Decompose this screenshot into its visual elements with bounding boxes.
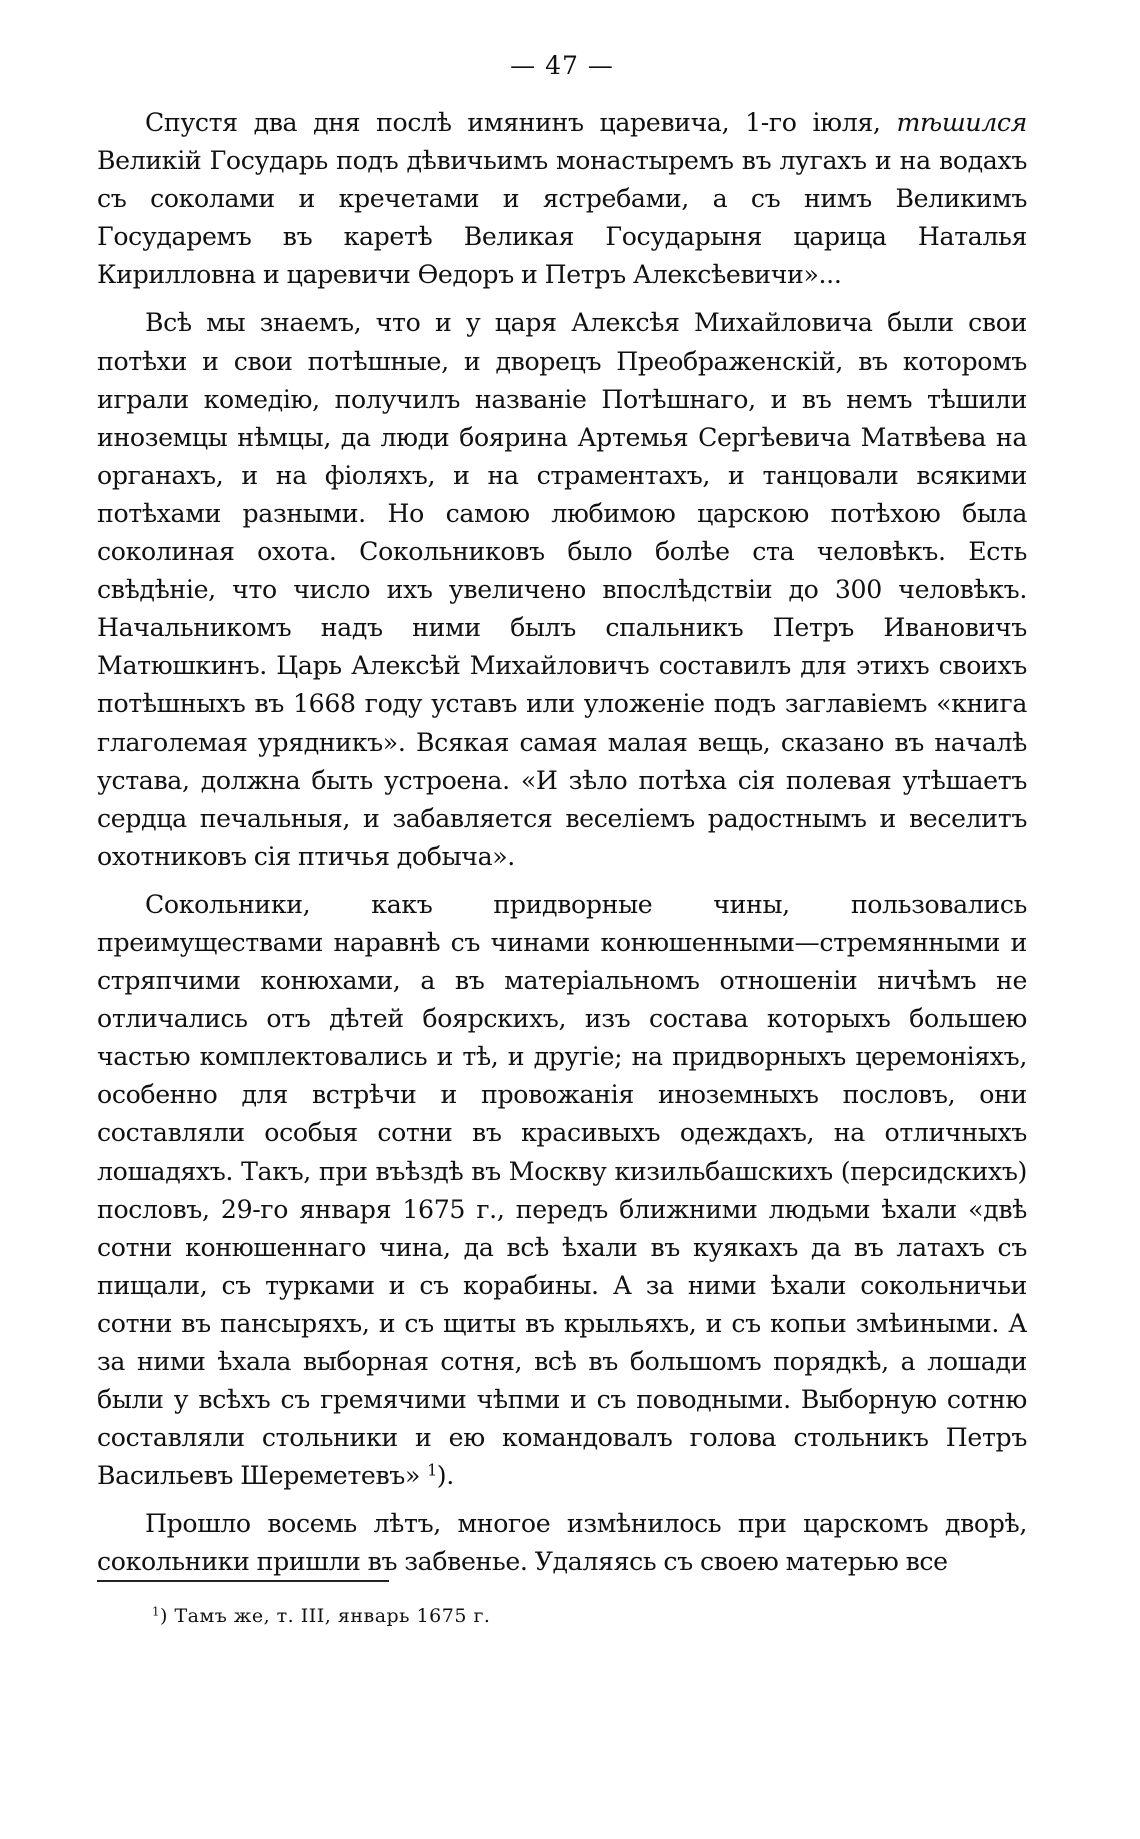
footnote <box>152 1602 490 1630</box>
paragraph-3 <box>97 886 1027 1496</box>
page-content <box>97 46 1027 1582</box>
footnote-divider <box>97 1580 389 1582</box>
paragraph-1 <box>97 104 1027 294</box>
paragraph-1-text-after: Великій Государь подъ дѣвичьимъ монастыремъ въ лугахъ и на водахъ съ соколами и кречетами и ястребами, а съ нимъ Великимъ Государемъ въ каретѣ Великая Государыня царица Наталья Кирилловна и царевичи Ѳедоръ и Петръ Алексѣевичи»... <box>97 146 1027 290</box>
paragraph-3-text-before: Сокольники, какъ придворные чины, пользовались преимуществами наравнѣ съ чинами конюшенными—стремянными и стряпчими конюхами, а въ матеріальномъ отношеніи ничѣмъ не отличались отъ дѣтей боярскихъ, изъ состава которыхъ большею частью комплектовались и тѣ, и другіе; на придворныхъ церемоніяхъ, особенно для встрѣчи и провожанія иноземныхъ пословъ, они составляли особыя сотни въ красивыхъ одеждахъ, на отличныхъ лошадяхъ. Такъ, при въѣздѣ въ Москву кизильбашскихъ (персидскихъ) пословъ, 29-го января 1675 г., передъ ближними людьми ѣхали «двѣ сотни конюшеннаго чина, да всѣ ѣхали въ куякахъ да въ латахъ съ пищали, съ турками и съ корабины. А за ними ѣхали сокольничьи сотни въ пансыряхъ, и съ щиты въ крыльяхъ, и съ копьи змѣиными. А за ними ѣхала выборная сотня, всѣ въ большомъ порядкѣ, а лошади были у всѣхъ съ гремячими чѣпми и съ поводными. Выборную сотню составляли стольники и ею командовалъ голова стольникъ Петръ Васильевъ Шереметевъ» <box>97 889 1027 1491</box>
footnote-text: ) Тамъ же, т. III, январь 1675 г. <box>160 1605 491 1627</box>
paragraph-1-emphasis: тѣшился <box>896 108 1027 137</box>
paragraph-3-text-after: ). <box>436 1461 454 1491</box>
paragraph-2: Всѣ мы знаемъ, что и у царя Алексѣя Михайловича были свои потѣхи и свои потѣшные, и дворецъ Преображенскій, въ которомъ играли комедію, получилъ названіе Потѣшнаго, и въ немъ тѣшили иноземцы нѣмцы, да люди боярина Артемья Сергѣевича Матвѣева на органахъ, и на фіоляхъ, и на страментахъ, и танцовали всякими потѣхами разными. Но самою любимою царскою потѣхою была соколиная охота. Сокольниковъ было болѣе ста человѣкъ. Есть свѣдѣніе, что число ихъ увеличено впослѣдствіи до 300 человѣкъ. Начальникомъ надъ ними былъ спальникъ Петръ Ивановичъ Матюшкинъ. Царь Алексѣй Михайловичъ составилъ для этихъ своихъ потѣшныхъ въ 1668 году уставъ или уложеніе подъ заглавіемъ «книга глаголемая урядникъ». Всякая самая малая вещь, сказано въ началѣ устава, должна быть устроена. «И зѣло потѣха сія полевая утѣшаетъ сердца печальныя, и забавляется веселіемъ радостнымъ и веселитъ охотниковъ сія птичья добыча». <box>97 308 1027 871</box>
footnote-reference: 1 <box>427 1461 437 1480</box>
paragraph-4: Прошло восемь лѣтъ, многое измѣнилось при царскомъ дворѣ, сокольники пришли въ забвенье. Удаляясь съ своею матерью все <box>97 1509 1027 1577</box>
paragraph-1-text-before: Спустя два дня послѣ имянинъ царевича, 1-го іюля, <box>145 108 897 137</box>
page-number: — 47 — <box>510 51 614 80</box>
body-text <box>97 104 1027 1582</box>
footnote-marker: 1 <box>152 1604 160 1619</box>
